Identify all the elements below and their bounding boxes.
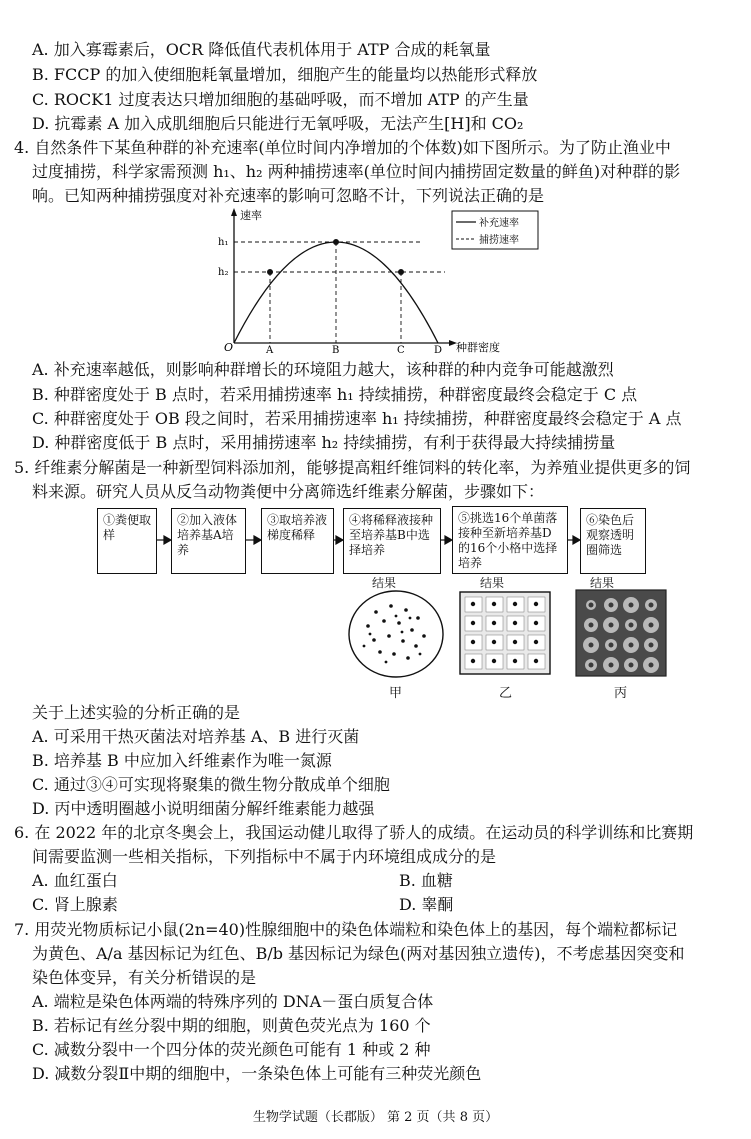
plate-yi — [458, 590, 552, 676]
q6-stem-line: 间需要监测一些相关指标，下列指标中不属于内环境组成成分的是 — [32, 847, 497, 866]
q4-stem-line: 过度捕捞，科学家需预测 h₁、h₂ 两种捕捞速率(单位时间内捕捞固定数量的鲜鱼)对种群的影 — [32, 162, 681, 181]
q5-option-d: D. 丙中透明圈越小说明细菌分解纤维素能力越强 — [32, 799, 375, 818]
q6-option-a: A. 血红蛋白 — [32, 871, 118, 890]
step-1-box: ①粪便取样 — [97, 508, 157, 574]
step-6-box: ⑥染色后观察透明圈筛选 — [580, 508, 646, 574]
q4-option-d: D. 种群密度低于 B 点时，采用捕捞速率 h₂ 持续捕捞，有利于获得最大持续捕捞量 — [32, 433, 616, 452]
q7-option-d: D. 减数分裂Ⅱ中期的细胞中，一条染色体上可能有三种荧光颜色 — [32, 1064, 482, 1083]
q5-prompt: 关于上述实验的分析正确的是 — [32, 703, 241, 722]
q7-stem-line: 染色体变异，有关分析错误的是 — [32, 968, 257, 987]
step-2-box: ②加入液体培养基A培养 — [171, 508, 246, 574]
x-tick-c: C — [397, 345, 405, 356]
result-label-jia: 结果 — [372, 576, 397, 590]
q7-option-b: B. 若标记有丝分裂中期的细胞，则黄色荧光点为 160 个 — [32, 1016, 431, 1035]
caption-jia: 甲 — [389, 686, 403, 701]
x-tick-a: A — [266, 345, 274, 356]
q3-option-a: A. 加入寡霉素后，OCR 降低值代表机体用于 ATP 合成的耗氧量 — [32, 40, 491, 59]
q6-option-d: D. 睾酮 — [399, 895, 454, 914]
result-label-yi: 结果 — [480, 576, 505, 590]
x-tick-d: D — [434, 345, 443, 356]
q6-option-b: B. 血糖 — [399, 871, 453, 890]
q4-stem-line: 4. 自然条件下某鱼种群的补充速率(单位时间内净增加的个体数)如下图所示。为了防止渔业中 — [14, 138, 671, 157]
y-tick-h2: h₂ — [218, 267, 229, 278]
result-label-bing: 结果 — [590, 576, 615, 590]
q5-stem-line: 5. 纤维素分解菌是一种新型饲料添加剂，能够提高粗纤维饲料的转化率，为养殖业提供更多的饲 — [14, 458, 691, 477]
q5-stem-line: 料来源。研究人员从反刍动物粪便中分离筛选纤维素分解菌，步骤如下： — [32, 482, 545, 501]
plate-bing — [574, 588, 668, 678]
q4-option-b: B. 种群密度处于 B 点时，若采用捕捞速率 h₁ 持续捕捞，种群密度最终会稳定于 C 点 — [32, 385, 638, 404]
caption-bing: 丙 — [614, 686, 628, 701]
q4-option-a: A. 补充速率越低，则影响种群增长的环境阻力越大，该种群的种内竞争可能越激烈 — [32, 360, 614, 379]
origin-label: O — [224, 341, 234, 354]
q5-option-a: A. 可采用干热灭菌法对培养基 A、B 进行灭菌 — [32, 727, 360, 746]
q3-option-c: C. ROCK1 过度表达只增加细胞的基础呼吸，而不增加 ATP 的产生量 — [32, 90, 529, 109]
x-tick-b: B — [332, 345, 340, 356]
q5-option-c: C. 通过③④可实现将聚集的微生物分散成单个细胞 — [32, 775, 390, 794]
q6-option-c: C. 肾上腺素 — [32, 895, 118, 914]
q3-option-b: B. FCCP 的加入使细胞耗氧量增加，细胞产生的能量均以热能形式释放 — [32, 65, 538, 84]
q4-option-c: C. 种群密度处于 OB 段之间时，若采用捕捞速率 h₁ 持续捕捞，种群密度最终会稳定于 A 点 — [32, 409, 682, 428]
page-footer: 生物学试题（长郡版） 第 2 页（共 8 页） — [252, 1110, 499, 1125]
q7-option-c: C. 减数分裂中一个四分体的荧光颜色可能有 1 种或 2 种 — [32, 1040, 431, 1059]
q5-option-b: B. 培养基 B 中应加入纤维素作为唯一氮源 — [32, 751, 332, 770]
legend-harvest: 捕捞速率 — [479, 235, 519, 246]
y-axis-label: 速率 — [240, 209, 262, 222]
plate-jia — [346, 588, 446, 680]
q7-stem-line: 为黄色、A/a 基因标记为红色、B/b 基因标记为绿色(两对基因独立遗传)，不考虑基因突变和 — [32, 944, 685, 963]
q3-option-d: D. 抗霉素 A 加入成肌细胞后只能进行无氧呼吸，无法产生[H]和 CO₂ — [32, 114, 524, 133]
step-3-box: ③取培养液梯度稀释 — [261, 508, 334, 574]
step-4-box: ④将稀释液接种至培养基B中选择培养 — [343, 508, 441, 574]
q7-stem-line: 7. 用荧光物质标记小鼠(2n=40)性腺细胞中的染色体端粒和染色体上的基因，每个端粒都标记 — [14, 920, 678, 939]
q4-stem-line: 响。已知两种捕捞强度对补充速率的影响可忽略不计，下列说法正确的是 — [32, 186, 545, 205]
q7-option-a: A. 端粒是染色体两端的特殊序列的 DNA－蛋白质复合体 — [32, 992, 434, 1011]
legend-supplement: 补充速率 — [479, 218, 519, 229]
caption-yi: 乙 — [499, 686, 513, 701]
y-tick-h1: h₁ — [218, 237, 229, 248]
x-axis-label: 种群密度 — [456, 341, 500, 354]
step-5-box: ⑤挑选16个单菌落接种至新培养基D的16个小格中选择培养 — [452, 506, 568, 574]
q6-stem-line: 6. 在 2022 年的北京冬奥会上，我国运动健儿取得了骄人的成绩。在运动员的科学训练和比赛期 — [14, 823, 694, 842]
